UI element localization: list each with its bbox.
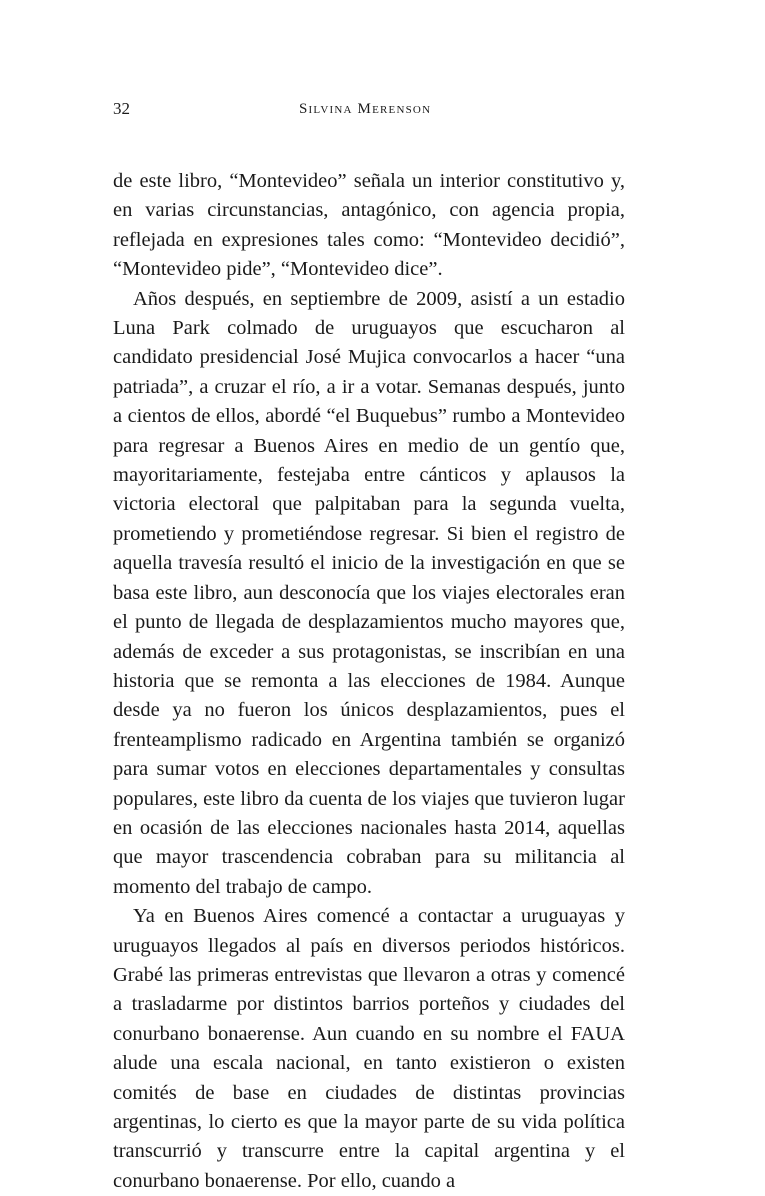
page-number: 32 <box>113 99 130 118</box>
paragraph: Ya en Buenos Aires comencé a contactar a uruguayas y uruguayos llegados al país en diversos periodos históricos. Grabé las primeras entrevistas que llevaron a otras y comencé a trasladarme por distintos barrios porteños y ciudades del conurbano bonaerense. Aun cuando en su nombre el FAUA alude una escala nacional, en tanto existieron o existen comités de base en ciudades de distintas provincias argentinas, lo cierto es que la mayor parte de su vida política transcurrió y transcurre entre la capital argentina y el conurbano bonaerense. Por ello, cuando a <box>113 905 625 1192</box>
paragraph: Años después, en septiembre de 2009, asistí a un estadio Luna Park colmado de uruguayos que escucharon al candidato presidencial José Mujica convocarlos a hacer “una patriada”, a cruzar el río, a ir a votar. Semanas después, junto a cientos de ellos, abordé “el Buquebus” rumbo a Montevideo para regresar a Buenos Aires en medio de un gentío que, mayoritariamente, festejaba entre cánticos y aplausos la victoria electoral que palpitaban para la segunda vuelta, prometiendo y prometiéndose regresar. Si bien el registro de aquella travesía resultó el inicio de la investigación en que se basa este libro, aun desconocía que los viajes electorales eran el punto de llegada de desplazamientos mucho mayores que, además de exceder a sus protagonistas, se inscribían en una historia que se remonta a las elecciones de 1984. Aunque desde ya no fueron los únicos desplazamientos, pues el frenteamplismo radicado en Argentina también se organizó para sumar votos en elecciones departamentales y consultas populares, este libro da cuenta de los viajes que tuvieron lugar en ocasión de las elecciones nacionales hasta 2014, aquellas que mayor trascendencia cobraban para su militancia al momento del trabajo de campo. <box>113 287 625 898</box>
author-name: Silvina Merenson <box>299 101 432 117</box>
running-head <box>113 98 625 120</box>
body-text <box>113 167 625 1196</box>
paragraph: de este libro, “Montevideo” señala un interior constitutivo y, en varias circunstancias, antagónico, con agencia propia, reflejada en expresiones tales como: “Montevideo decidió”, “Montevideo pide”, “Montevideo dice”. <box>113 170 625 281</box>
